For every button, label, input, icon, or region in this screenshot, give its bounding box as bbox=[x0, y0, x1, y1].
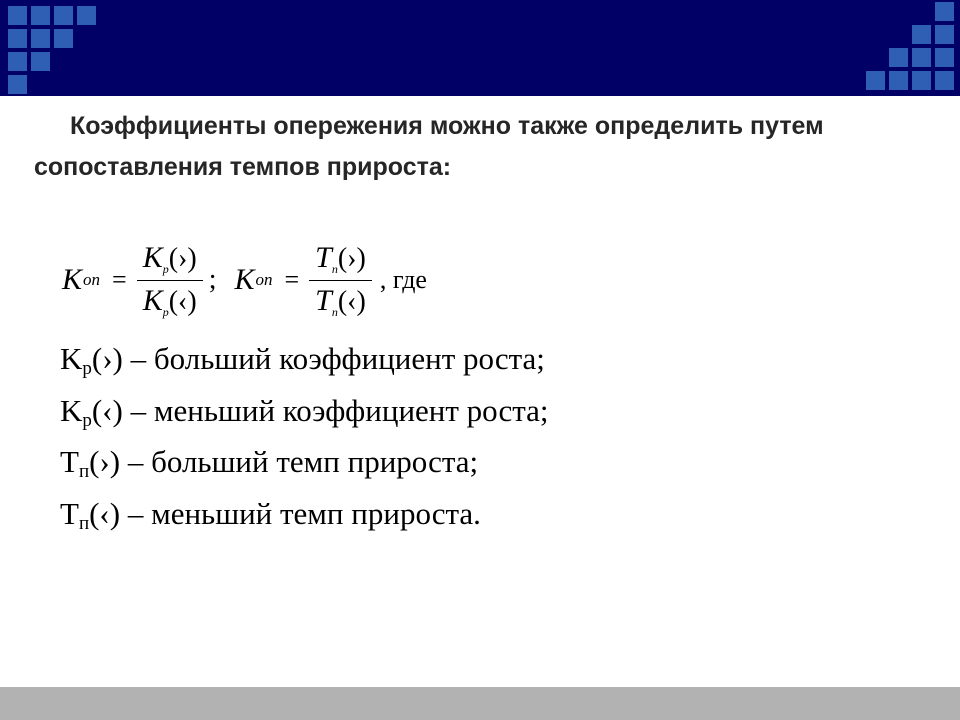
k-op-subscript: оп bbox=[83, 270, 101, 289]
decor-square bbox=[912, 48, 931, 67]
decor-square bbox=[8, 6, 27, 25]
footer-band bbox=[0, 687, 960, 720]
intro-text: Коэффициенты опережения можно также определить путем сопоставления темпов прироста: bbox=[34, 112, 824, 181]
formula bbox=[62, 234, 427, 326]
header-band bbox=[0, 0, 960, 96]
decor-square bbox=[935, 48, 954, 67]
fraction-numerator: $K_р(›)$ bbox=[142, 240, 197, 276]
fraction-denominator: $K_р(‹)$ bbox=[142, 283, 197, 319]
definition-item: Tп(‹) – меньший темп прироста. bbox=[60, 495, 481, 534]
decor-square bbox=[912, 71, 931, 90]
decor-square bbox=[935, 71, 954, 90]
decor-square bbox=[935, 2, 954, 21]
k-op-symbol: K bbox=[234, 263, 255, 296]
decor-square bbox=[935, 25, 954, 44]
decor-square bbox=[889, 71, 908, 90]
formula-where: , где bbox=[379, 265, 427, 294]
fraction-growth bbox=[137, 241, 203, 320]
decor-square bbox=[54, 6, 73, 25]
decor-square bbox=[31, 6, 50, 25]
equals-sign: = bbox=[284, 265, 300, 294]
definition-item: Kр(‹) – меньший коэффициент роста; bbox=[60, 392, 549, 431]
k-op-subscript: оп bbox=[255, 270, 273, 289]
fraction-numerator: $T_п(›)$ bbox=[315, 240, 366, 276]
decor-square bbox=[866, 71, 885, 90]
decor-square bbox=[889, 48, 908, 67]
decor-square bbox=[31, 29, 50, 48]
decor-square bbox=[31, 52, 50, 71]
definition-item: Kр(›) – больший коэффициент роста; bbox=[60, 341, 545, 379]
decor-square bbox=[77, 6, 96, 25]
k-op-symbol: K bbox=[62, 263, 83, 296]
fraction-denominator: $T_п(‹)$ bbox=[315, 283, 366, 319]
decor-square bbox=[8, 52, 27, 71]
equals-sign: = bbox=[112, 265, 127, 294]
decor-square bbox=[54, 29, 73, 48]
definition-item: Tп(›) – больший темп прироста; bbox=[60, 444, 479, 482]
decor-square bbox=[912, 25, 931, 44]
decor-square bbox=[8, 75, 27, 94]
decor-square bbox=[8, 29, 27, 48]
definitions-list bbox=[60, 338, 549, 544]
fraction-increase bbox=[309, 241, 372, 320]
formula-separator: ; bbox=[208, 264, 217, 295]
